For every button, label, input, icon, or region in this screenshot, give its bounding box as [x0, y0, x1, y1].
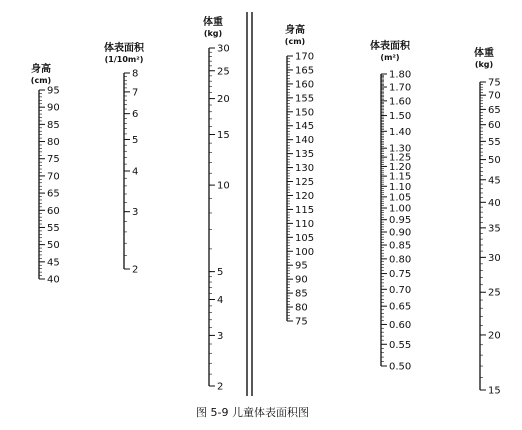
scale-bsa-left: [104, 41, 145, 276]
scale-tick-label: 40: [488, 197, 501, 209]
scale-tick-label: 140: [295, 135, 315, 147]
scale-tick-label: 85: [295, 288, 308, 300]
scale-tick-label: 4: [132, 166, 139, 178]
scale-tick-label: 130: [295, 163, 315, 175]
scale-tick-label: 1.05: [389, 192, 412, 204]
scale-tick-label: 1.30: [389, 143, 412, 155]
scale-tick-label: 1.40: [389, 126, 412, 138]
scale-tick-label: 90: [47, 102, 60, 114]
scale-tick-label: 50: [47, 240, 60, 252]
scale-tick-label: 30: [488, 252, 501, 264]
scale-tick-label: 1.25: [389, 152, 412, 164]
scale-tick-label: 115: [295, 204, 315, 216]
scale-tick-label: 1.80: [389, 69, 412, 81]
scale-tick-label: 60: [488, 120, 501, 132]
scale-tick-label: 0.70: [389, 284, 412, 296]
scale-tick-label: 150: [295, 107, 315, 119]
scale-tick-label: 3: [132, 207, 139, 219]
figure-caption: 图 5-9 儿童体表面积图: [196, 406, 309, 419]
scale-tick-label: 90: [295, 274, 308, 286]
scale-tick-label: 45: [47, 257, 60, 269]
scale-tick-label: 75: [47, 154, 60, 166]
scale-weight-right: [474, 46, 501, 397]
scale-title: 体重: [203, 17, 223, 28]
scale-tick-label: 5: [217, 267, 224, 279]
scale-tick-label: 30: [217, 43, 230, 55]
scale-unit: (cm): [284, 37, 306, 46]
scale-tick-label: 85: [47, 119, 60, 131]
scale-tick-label: 1.50: [389, 111, 412, 123]
scales-group: [31, 15, 501, 397]
scale-tick-label: 1.10: [389, 181, 412, 193]
scale-tick-label: 8: [132, 68, 139, 80]
scale-tick-label: 0.90: [389, 227, 412, 239]
scale-tick-label: 20: [217, 94, 230, 106]
scale-unit: (cm): [30, 76, 52, 85]
scale-tick-label: 0.95: [389, 215, 412, 227]
scale-tick-label: 0.60: [389, 319, 412, 331]
scale-tick-label: 95: [295, 260, 308, 272]
scale-tick-label: 70: [488, 90, 501, 102]
scale-tick-label: 105: [295, 232, 315, 244]
scale-tick-label: 145: [295, 121, 315, 133]
scale-tick-label: 0.80: [389, 254, 412, 266]
scale-tick-label: 45: [488, 175, 501, 187]
scale-tick-label: 60: [47, 205, 60, 217]
scale-tick-label: 10: [217, 180, 230, 192]
scale-tick-label: 80: [295, 302, 308, 314]
scale-tick-label: 65: [47, 188, 60, 200]
scale-tick-label: 120: [295, 190, 315, 202]
scale-title: 体表面积: [370, 41, 410, 52]
scale-tick-label: 0.85: [389, 240, 412, 252]
scale-tick-label: 50: [488, 155, 501, 167]
scale-tick-label: 1.60: [389, 96, 412, 108]
scale-tick-label: 155: [295, 93, 315, 105]
scale-unit: (m²): [380, 53, 400, 62]
scale-tick-label: 7: [132, 87, 139, 99]
scale-tick-label: 0.75: [389, 269, 412, 281]
scale-tick-label: 1.15: [389, 171, 412, 183]
scale-tick-label: 0.55: [389, 339, 412, 351]
scale-tick-label: 65: [488, 104, 501, 116]
scale-title: 身高: [31, 64, 51, 75]
scale-tick-label: 35: [488, 223, 501, 235]
scale-height-right: [285, 23, 314, 328]
scale-tick-label: 0.50: [389, 361, 412, 373]
scale-height-left: [31, 62, 60, 286]
scale-tick-label: 25: [488, 287, 501, 299]
scale-weight-left: [203, 15, 230, 393]
scale-tick-label: 0.65: [389, 301, 412, 313]
scale-tick-label: 1.70: [389, 82, 412, 94]
scale-tick-label: 4: [217, 294, 224, 306]
scale-tick-label: 6: [132, 109, 139, 121]
scale-tick-label: 160: [295, 79, 315, 91]
scale-tick-label: 100: [295, 246, 315, 258]
scale-tick-label: 70: [47, 171, 60, 183]
scale-tick-label: 15: [488, 385, 501, 397]
scale-tick-label: 75: [488, 77, 501, 89]
scale-tick-label: 3: [217, 330, 224, 342]
scale-bsa-right: [370, 39, 411, 373]
scale-tick-label: 1.00: [389, 203, 412, 215]
scale-unit: (kg): [474, 60, 494, 69]
scale-tick-label: 2: [217, 381, 224, 393]
scale-tick-label: 110: [295, 218, 315, 230]
scale-tick-label: 75: [295, 316, 308, 328]
scale-tick-label: 5: [132, 134, 139, 146]
scale-tick-label: 40: [47, 274, 60, 286]
scale-tick-label: 25: [217, 66, 230, 78]
scale-tick-label: 55: [47, 222, 60, 234]
scale-tick-label: 80: [47, 137, 60, 149]
scale-title: 身高: [285, 25, 305, 36]
scale-title: 体重: [474, 48, 494, 59]
scale-title: 体表面积: [104, 43, 144, 54]
scale-tick-label: 165: [295, 65, 315, 77]
scale-tick-label: 1.20: [389, 161, 412, 173]
scale-unit: (kg): [203, 29, 223, 38]
scale-tick-label: 20: [488, 330, 501, 342]
scale-tick-label: 170: [295, 51, 315, 63]
scale-tick-label: 55: [488, 136, 501, 148]
scale-unit: (1/10m²): [104, 55, 144, 64]
scale-tick-label: 135: [295, 149, 315, 161]
scale-tick-label: 2: [132, 264, 139, 276]
scale-tick-label: 15: [217, 130, 230, 142]
scale-tick-label: 125: [295, 177, 315, 189]
scale-tick-label: 95: [47, 85, 60, 97]
